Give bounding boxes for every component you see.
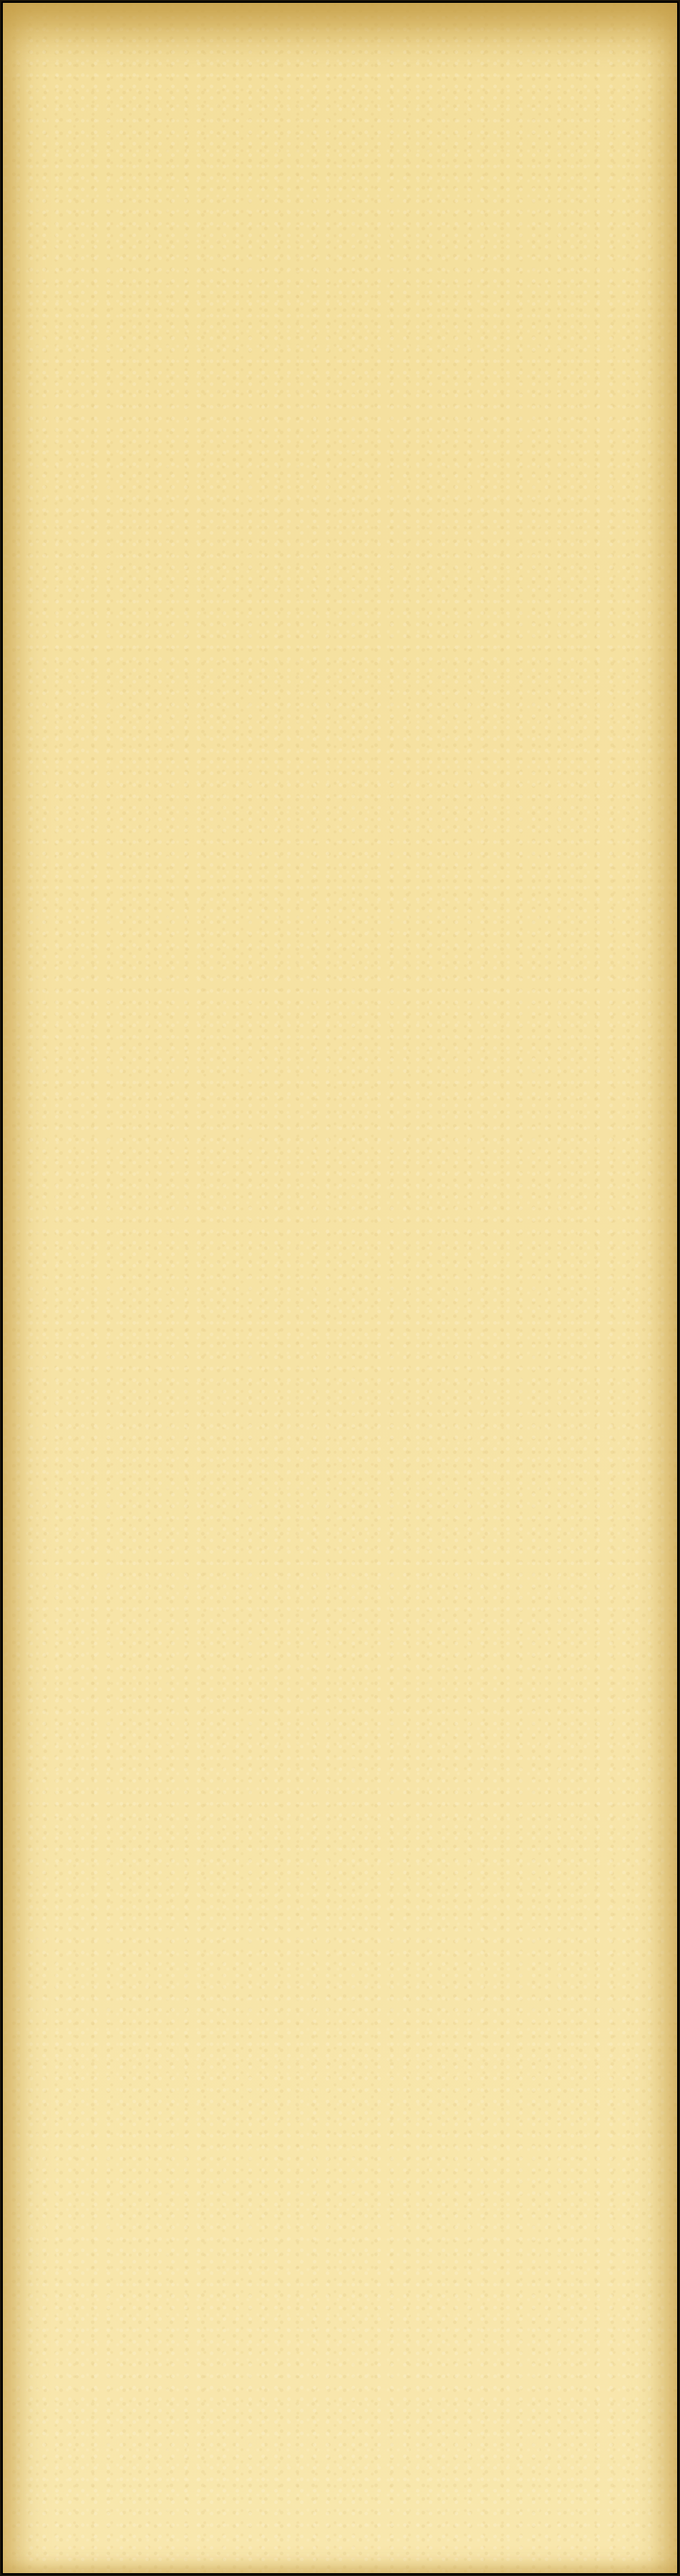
edge-shading	[3, 3, 677, 2573]
paper-texture	[3, 3, 677, 2573]
parchment-panel	[3, 3, 677, 2573]
